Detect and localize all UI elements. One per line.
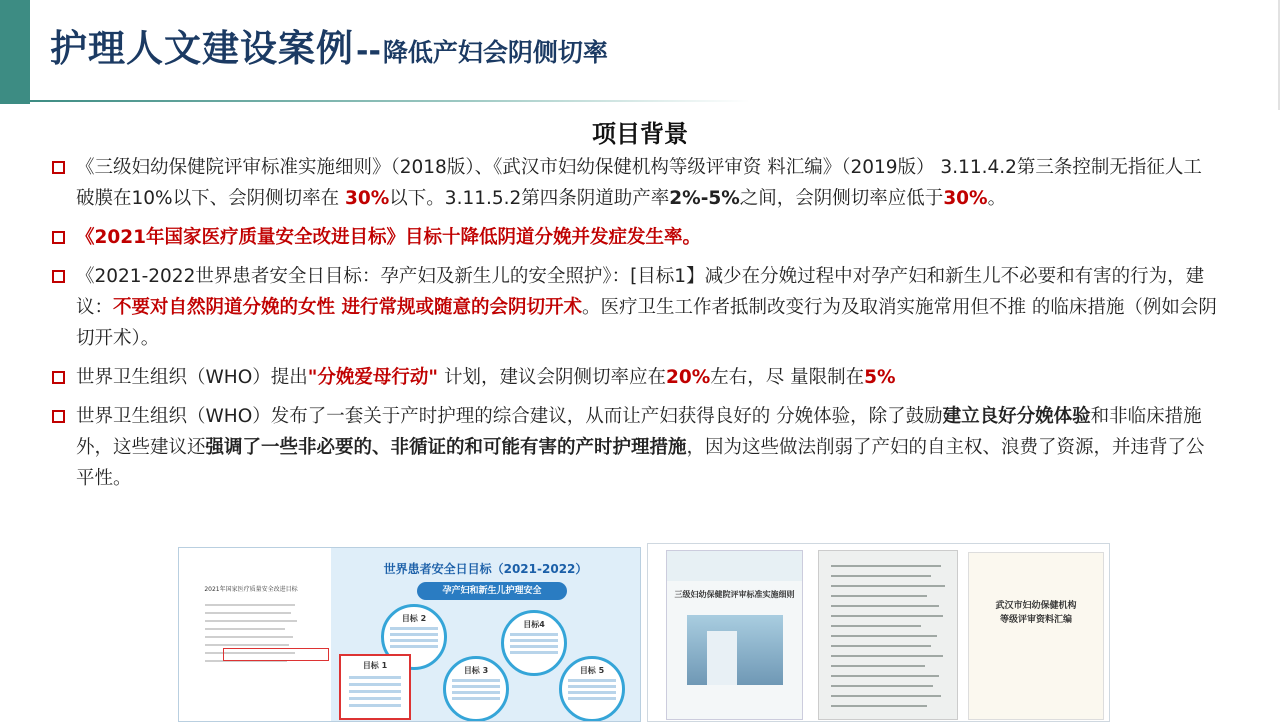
patient-safety-graphic	[331, 548, 640, 721]
bullet-text: 左右，尽 量限制在	[710, 367, 865, 388]
bullet-text: 《三级妇幼保健院评审标准实施细则》（2018版）、《武汉市妇幼保健机构等级评审资 料汇编》（2019版） 3.11.4.2第三条控制无指征人工破膜在10%以下、会阴侧切率在	[76, 157, 1202, 209]
bullet-item	[50, 362, 1220, 393]
bullet-text: ，因为这些做法削弱了产妇的自主权、浪费了资源，并违背了公平性。	[76, 437, 1205, 489]
hospital-building-detail	[707, 631, 737, 685]
bullet-emphasis: 《2021年国家医疗质量安全改进目标》目标十降低阴道分娩并发症发生率。	[76, 227, 701, 248]
page-title-sub: 降低产妇会阴侧切率	[382, 38, 608, 67]
bullet-text: 《2021-2022世界患者安全日目标：孕产妇及新生儿的安全照护》：[目标1】减少在分娩过程中对孕产妇和新生儿不必要和有害的行为，建议：	[76, 266, 1205, 318]
doc-line	[205, 628, 285, 630]
bullet-emphasis: 2%-5%	[669, 188, 740, 209]
goal-label: 目标 5	[579, 666, 605, 675]
header-accent-bar	[0, 0, 30, 104]
bullet-emphasis: 5%	[864, 367, 896, 388]
bullet-text: 世界卫生组织（WHO）发布了一套关于产时护理的综合建议，从而让产妇获得良好的 分娩体验，除了鼓励	[76, 406, 943, 427]
goal-label: 目标 3	[463, 666, 489, 675]
goal-3-circle	[443, 656, 509, 722]
doc-line	[205, 604, 295, 606]
goal-label: 目标 2	[401, 614, 427, 623]
doc-title: 2021年国家医疗质量安全改进目标	[204, 586, 298, 593]
bullet-square-icon	[52, 270, 65, 283]
bullet-list	[50, 152, 1220, 502]
page-title-main: 护理人文建设案例	[50, 27, 354, 70]
book1-title: 三级妇幼保健院评审标准实施细则	[674, 590, 795, 599]
bullet-item	[50, 401, 1220, 494]
header-divider	[30, 100, 750, 102]
safety-title: 世界患者安全日目标（2021-2022）	[383, 562, 588, 576]
bullet-text: 。	[987, 188, 1007, 209]
page-title	[50, 18, 608, 78]
book3-title	[969, 599, 1103, 627]
bullet-square-icon	[52, 231, 65, 244]
goal-label: 目标 1	[362, 661, 388, 670]
doc-line	[205, 612, 291, 614]
reference-image-left	[178, 547, 641, 722]
book3-title-line1: 武汉市妇幼保健机构	[995, 601, 1077, 611]
bullet-emphasis: 强调了一些非必要的、非循证的和可能有害的产时护理措施	[205, 437, 687, 458]
doc-line	[205, 620, 297, 622]
bullet-square-icon	[52, 371, 65, 384]
reference-image-right	[647, 543, 1110, 722]
bullet-square-icon	[52, 410, 65, 423]
bullet-item	[50, 222, 1220, 253]
quality-goals-document	[187, 554, 315, 720]
goal-4-circle	[501, 610, 567, 676]
wuhan-evaluation-compilation-book	[968, 552, 1104, 720]
bullet-text: 和非临床措施外，这些建议还	[76, 406, 1202, 458]
document-pages-photo	[818, 550, 958, 720]
bullet-text: 以下。3.11.5.2第四条阴道助产率	[389, 188, 670, 209]
goal-label: 目标4	[523, 620, 545, 629]
doc-highlight-box	[223, 648, 329, 661]
book3-title-line2: 等级评审资料汇编	[999, 615, 1072, 625]
bullet-text: 计划，建议会阴侧切率应在	[438, 367, 666, 388]
bullet-item	[50, 261, 1220, 354]
doc-line	[205, 636, 293, 638]
bullet-emphasis: "分娩爱母行动"	[307, 367, 439, 388]
bullet-text: 之间，会阴侧切率应低于	[739, 188, 944, 209]
bullet-emphasis: 30%	[943, 188, 988, 209]
section-title: 项目背景	[592, 120, 688, 148]
bullet-text: 。医疗卫生工作者抵制改变行为及取消实施常用但不推 的临床措施（例如会阴切开术）。	[76, 297, 1217, 349]
evaluation-standards-book	[666, 550, 803, 720]
doc-line	[205, 644, 289, 646]
page-title-separator: --	[356, 34, 381, 69]
bullet-emphasis: 20%	[665, 367, 711, 388]
bullet-text: 世界卫生组织（WHO）提出	[76, 367, 308, 388]
bullet-emphasis: 不要对自然阴道分娩的女性 进行常规或随意的会阴切开术	[113, 297, 582, 318]
safety-banner: 孕产妇和新生儿护理安全	[417, 582, 567, 600]
bullet-emphasis: 30%	[345, 188, 390, 209]
bullet-emphasis: 建立良好分娩体验	[942, 406, 1091, 427]
goal-1-highlight	[339, 654, 411, 720]
bullet-square-icon	[52, 161, 65, 174]
goal-5-circle	[559, 656, 625, 722]
bullet-item	[50, 152, 1220, 214]
